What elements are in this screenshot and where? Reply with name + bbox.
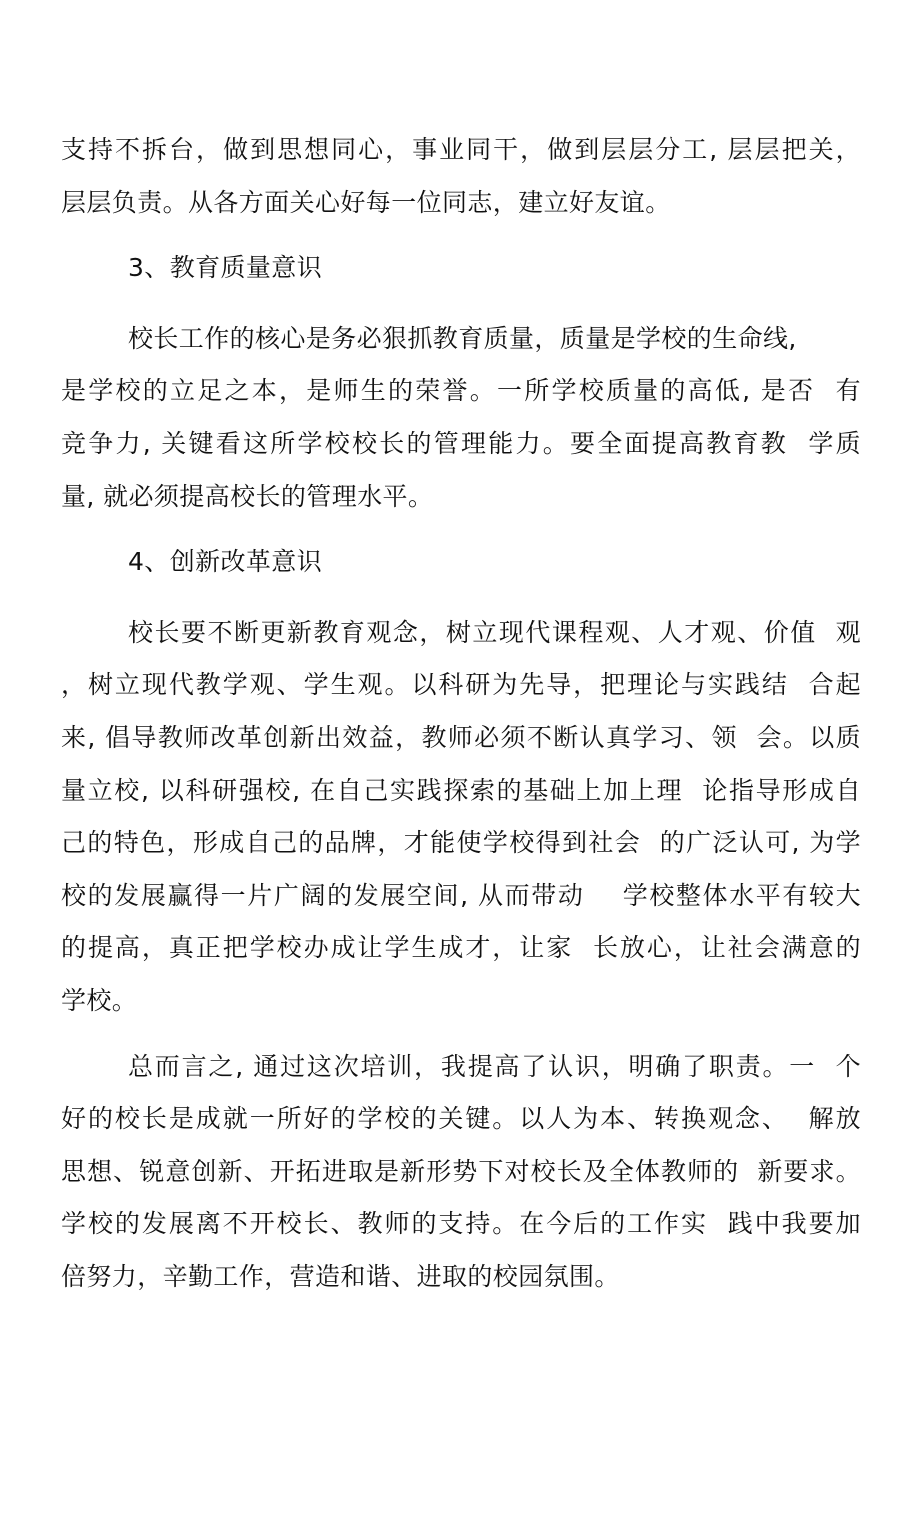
paragraph-conclusion (61, 1041, 861, 1304)
paragraph-line: 量立校, 以科研强校, 在自己实践探索的基础上加上理 论指导形成自 (61, 775, 861, 805)
paragraph-line: 支持不拆台，做到思想同心，事业同干，做到层层分工, 层层把关， (61, 135, 861, 164)
paragraph-education-quality (61, 313, 861, 523)
paragraph-line: 学校的发展离不开校长、教师的支持。在今后的工作实 践中我要加 (61, 1209, 861, 1239)
paragraph-line: 竞争力, 关键看这所学校校长的管理能力。要全面提高教育教 学质 (61, 428, 861, 458)
paragraph-line: 总而言之, 通过这次培训，我提高了认识，明确了职责。一 个 (128, 1051, 861, 1081)
section-heading-education-quality: 3、教育质量意识 (128, 253, 323, 283)
paragraph-line: 来, 倡导教师改革创新出效益，教师必须不断认真学习、领 会。以质 (61, 722, 861, 752)
paragraph-line: 是学校的立足之本，是师生的荣誉。一所学校质量的高低, 是否 有 (61, 376, 861, 406)
paragraph-line: 好的校长是成就一所好的学校的关键。以人为本、转换观念、 解放 (61, 1104, 861, 1134)
paragraph-line: 校长要不断更新教育观念，树立现代课程观、人才观、价值 观 (128, 617, 861, 647)
document-body (61, 124, 861, 1303)
paragraph-innovation-reform (61, 607, 861, 1028)
paragraph-line: 己的特色，形成自己的品牌，才能使学校得到社会 的广泛认可, 为学 (61, 828, 861, 858)
paragraph-line: 校长工作的核心是务必狠抓教育质量，质量是学校的生命线, (128, 323, 797, 353)
paragraph-line: 倍努力，辛勤工作，营造和谐、进取的校园氛围。 (61, 1261, 620, 1291)
paragraph-support (61, 124, 861, 229)
paragraph-line: 思想、锐意创新、开拓进取是新形势下对校长及全体教师的 新要求。 (61, 1156, 861, 1186)
paragraph-line: 的提高，真正把学校办成让学生成才，让家 长放心，让社会满意的 (61, 933, 861, 963)
paragraph-line: ，树立现代教学观、学生观。以科研为先导，把理论与实践结 合起 (61, 670, 861, 700)
paragraph-line: 量, 就必须提高校长的管理水平。 (61, 481, 434, 511)
paragraph-line: 层层负责。从各方面关心好每一位同志，建立好友谊。 (61, 187, 671, 217)
paragraph-line: 学校。 (61, 985, 138, 1015)
section-heading-innovation-reform: 4、创新改革意识 (128, 547, 323, 577)
paragraph-line: 校的发展赢得一片广阔的发展空间, 从而带动 学校整体水平有较大 (61, 880, 861, 910)
